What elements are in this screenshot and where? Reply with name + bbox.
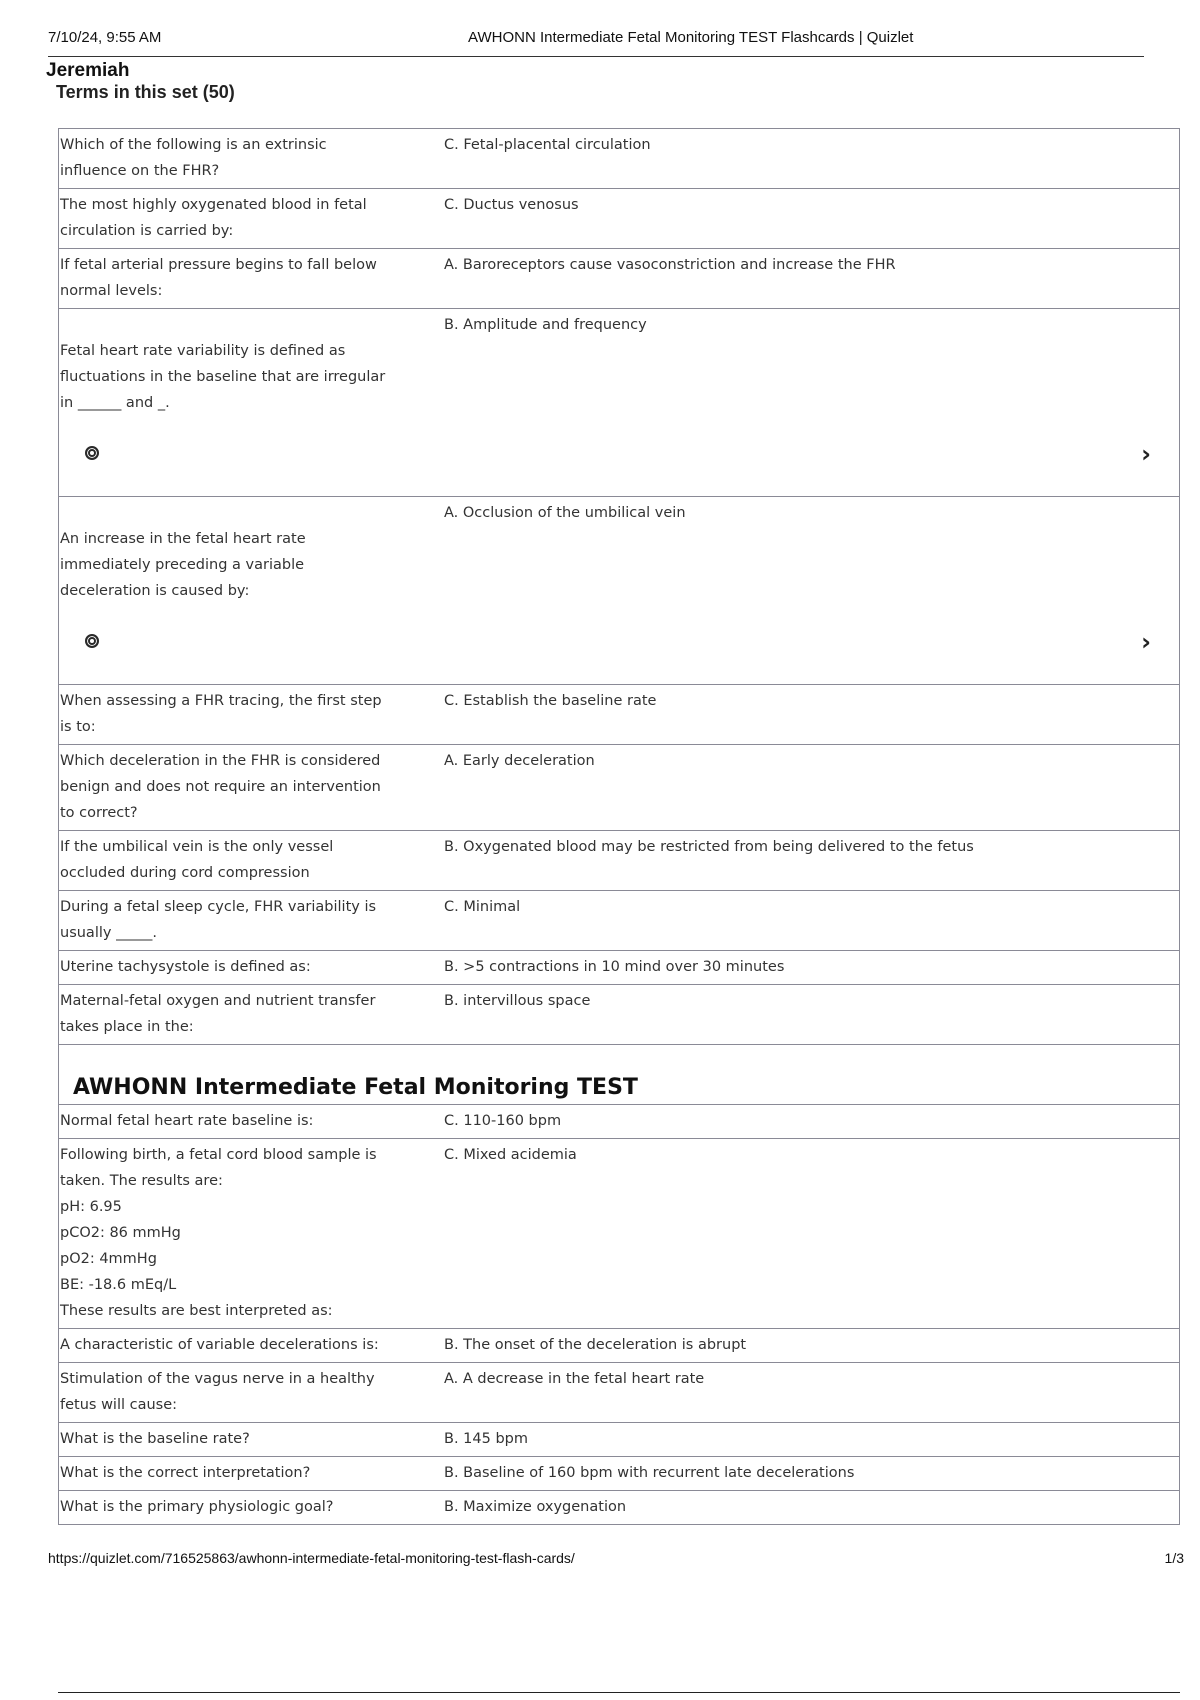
card-term-text: An increase in the fetal heart rate immediately preceding a variable deceleration is caused by: (60, 531, 306, 599)
card-term-text: Fetal heart rate variability is defined as fluctuations in the baseline that are irregular in ______ and _. (60, 343, 386, 411)
flashcard-table (58, 128, 1180, 1525)
card-term: Which deceleration in the FHR is considered benign and does not require an intervention to correct? (59, 745, 415, 831)
flashcard-row (59, 951, 1180, 985)
card-definition: C. Minimal (414, 891, 1180, 951)
card-term: The most highly oxygenated blood in fetal circulation is carried by: (59, 189, 415, 249)
card-definition: C. 110-160 bpm (414, 1105, 1180, 1139)
flashcard-row (59, 1363, 1180, 1423)
card-term: What is the primary physiologic goal? (59, 1491, 415, 1525)
flashcard-row (59, 309, 1180, 497)
card-term: Uterine tachysystole is defined as: (59, 951, 415, 985)
card-term: A characteristic of variable decelerations is: (59, 1329, 415, 1363)
flashcard-row (59, 1105, 1180, 1139)
card-term (59, 309, 415, 497)
card-definition (414, 309, 1180, 497)
card-definition: B. 145 bpm (414, 1423, 1180, 1457)
card-definition: B. Baseline of 160 bpm with recurrent late decelerations (414, 1457, 1180, 1491)
terms-heading: Terms in this set (50) (56, 82, 235, 102)
flashcard-row (59, 249, 1180, 309)
card-definition: B. intervillous space (414, 985, 1180, 1045)
chevron-right-icon[interactable]: › (1141, 440, 1151, 468)
chevron-right-icon[interactable]: › (1141, 628, 1151, 656)
card-term: If the umbilical vein is the only vessel occluded during cord compression (59, 831, 415, 891)
card-definition: B. Oxygenated blood may be restricted from being delivered to the fetus (414, 831, 1180, 891)
flashcard-row (59, 1329, 1180, 1363)
card-definition: A. A decrease in the fetal heart rate (414, 1363, 1180, 1423)
flashcard-row (59, 831, 1180, 891)
card-term: What is the correct interpretation? (59, 1457, 415, 1491)
print-url: https://quizlet.com/716525863/awhonn-intermediate-fetal-monitoring-test-flash-cards/ (48, 1550, 575, 1566)
card-definition: A. Baroreceptors cause vasoconstriction and increase the FHR (414, 249, 1180, 309)
card-definition: A. Early deceleration (414, 745, 1180, 831)
flashcard-row (59, 685, 1180, 745)
section-header-cell (59, 1045, 1180, 1105)
user-name: Jeremiah (46, 60, 130, 81)
card-definition-text: A. Occlusion of the umbilical vein (444, 505, 686, 521)
card-definition: B. >5 contractions in 10 mind over 30 minutes (414, 951, 1180, 985)
card-definition: C. Mixed acidemia (414, 1139, 1180, 1329)
card-definition: C. Ductus venosus (414, 189, 1180, 249)
section-header-row (59, 1045, 1180, 1105)
card-term: Maternal-fetal oxygen and nutrient transfer takes place in the: (59, 985, 415, 1045)
card-definition: B. Maximize oxygenation (414, 1491, 1180, 1525)
page-number: 1/3 (1164, 1550, 1184, 1566)
flashcard-row (59, 745, 1180, 831)
card-definition: B. The onset of the deceleration is abrupt (414, 1329, 1180, 1363)
flashcard-row (59, 891, 1180, 951)
card-definition-text: B. Amplitude and frequency (444, 317, 647, 333)
header-divider (48, 56, 1144, 57)
print-page-title: AWHONN Intermediate Fetal Monitoring TEST Flashcards | Quizlet (468, 29, 914, 46)
card-definition (414, 497, 1180, 685)
card-term: When assessing a FHR tracing, the first step is to: (59, 685, 415, 745)
card-term: Normal fetal heart rate baseline is: (59, 1105, 415, 1139)
flashcard-row (59, 1457, 1180, 1491)
card-term: During a fetal sleep cycle, FHR variability is usually _____. (59, 891, 415, 951)
section-title: AWHONN Intermediate Fetal Monitoring TEST (73, 1075, 638, 1100)
flashcard-row (59, 189, 1180, 249)
card-term: If fetal arterial pressure begins to fall below normal levels: (59, 249, 415, 309)
flashcard-row (59, 1423, 1180, 1457)
flashcard-row (59, 1139, 1180, 1329)
card-term: Which of the following is an extrinsic influence on the FHR? (59, 129, 415, 189)
flashcard-row (59, 985, 1180, 1045)
card-term: What is the baseline rate? (59, 1423, 415, 1457)
card-term: Stimulation of the vagus nerve in a healthy fetus will cause: (59, 1363, 415, 1423)
card-term: Following birth, a fetal cord blood sample is taken. The results are: pH: 6.95 pCO2: 86 mmHg pO2: 4mmHg BE: -18.6 mEq/L These results are best interpreted as: (59, 1139, 415, 1329)
flashcard-row (59, 129, 1180, 189)
card-term (59, 497, 415, 685)
card-definition: C. Establish the baseline rate (414, 685, 1180, 745)
flashcard-row (59, 1491, 1180, 1525)
flashcard-row (59, 497, 1180, 685)
footer-divider (58, 1692, 1180, 1693)
gear-icon[interactable] (85, 446, 99, 460)
card-definition: C. Fetal-placental circulation (414, 129, 1180, 189)
print-datetime: 7/10/24, 9:55 AM (48, 29, 162, 46)
gear-icon[interactable] (85, 634, 99, 648)
